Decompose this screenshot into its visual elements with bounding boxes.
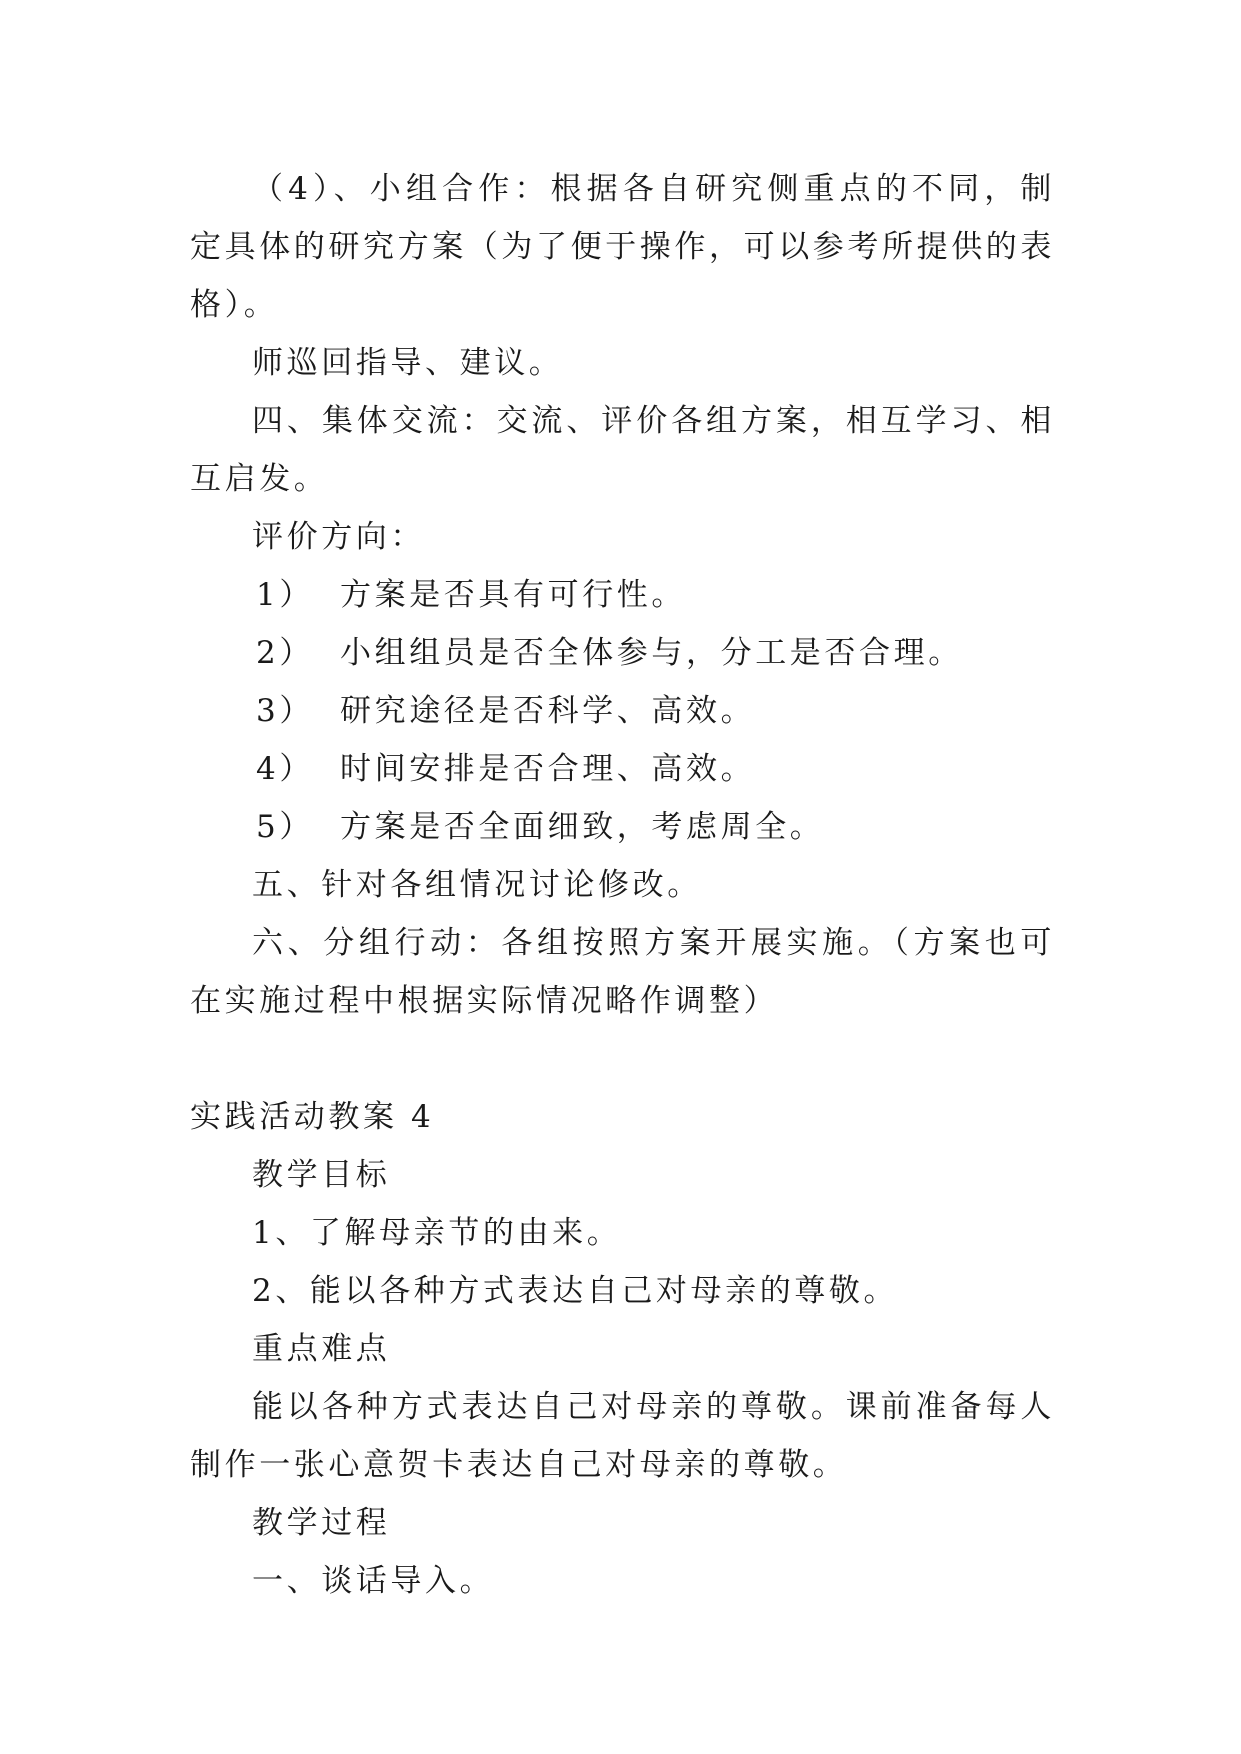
list-item-text: 时间安排是否合理、高效。 [340,751,756,787]
section-heading: 实践活动教案 4 [190,1099,435,1135]
list-item [190,740,1055,798]
paragraph-teacher-guidance: 师巡回指导、建议。 [252,345,564,381]
paragraph-revision: 五、针对各组情况讨论修改。 [252,867,702,903]
list-item-number: 5） [256,809,314,845]
document-page [190,160,1055,1610]
list-item-text: 方案是否全面细致，考虑周全。 [340,809,825,845]
paragraph-introduction: 一、谈话导入。 [252,1563,495,1599]
paragraph-teaching-goals-label: 教学目标 [252,1157,391,1193]
list-item-number: 3） [256,693,314,729]
paragraph-group-exchange: 四、集体交流：交流、评价各组方案，相互学习、相互启发。 [190,403,1055,497]
list-item-number: 2） [256,635,314,671]
paragraph-goal-1: 1、了解母亲节的由来。 [252,1215,622,1251]
list-item-text: 研究途径是否科学、高效。 [340,693,756,729]
paragraph-teaching-process-label: 教学过程 [252,1505,391,1541]
list-item [190,566,1055,624]
paragraph-goal-2: 2、能以各种方式表达自己对母亲的尊敬。 [252,1273,899,1309]
list-item-number: 4） [256,751,314,787]
list-item-text: 方案是否具有可行性。 [340,577,686,613]
list-item [190,798,1055,856]
paragraph-group-action: 六、分组行动：各组按照方案开展实施。（方案也可在实施过程中根据实际情况略作调整） [190,925,1055,1019]
list-item [190,624,1055,682]
paragraph-key-points: 能以各种方式表达自己对母亲的尊敬。课前准备每人制作一张心意贺卡表达自己对母亲的尊敬。 [190,1389,1055,1483]
paragraph-evaluation-direction: 评价方向： [252,519,425,555]
list-item-text: 小组组员是否全体参与，分工是否合理。 [340,635,963,671]
list-item [190,682,1055,740]
paragraph-group-cooperation: （4）、小组合作：根据各自研究侧重点的不同，制定具体的研究方案（为了便于操作，可以参考所提供的表格）。 [190,171,1055,323]
evaluation-criteria-list [190,566,1055,856]
list-item-number: 1） [256,577,314,613]
paragraph-key-points-label: 重点难点 [252,1331,391,1367]
